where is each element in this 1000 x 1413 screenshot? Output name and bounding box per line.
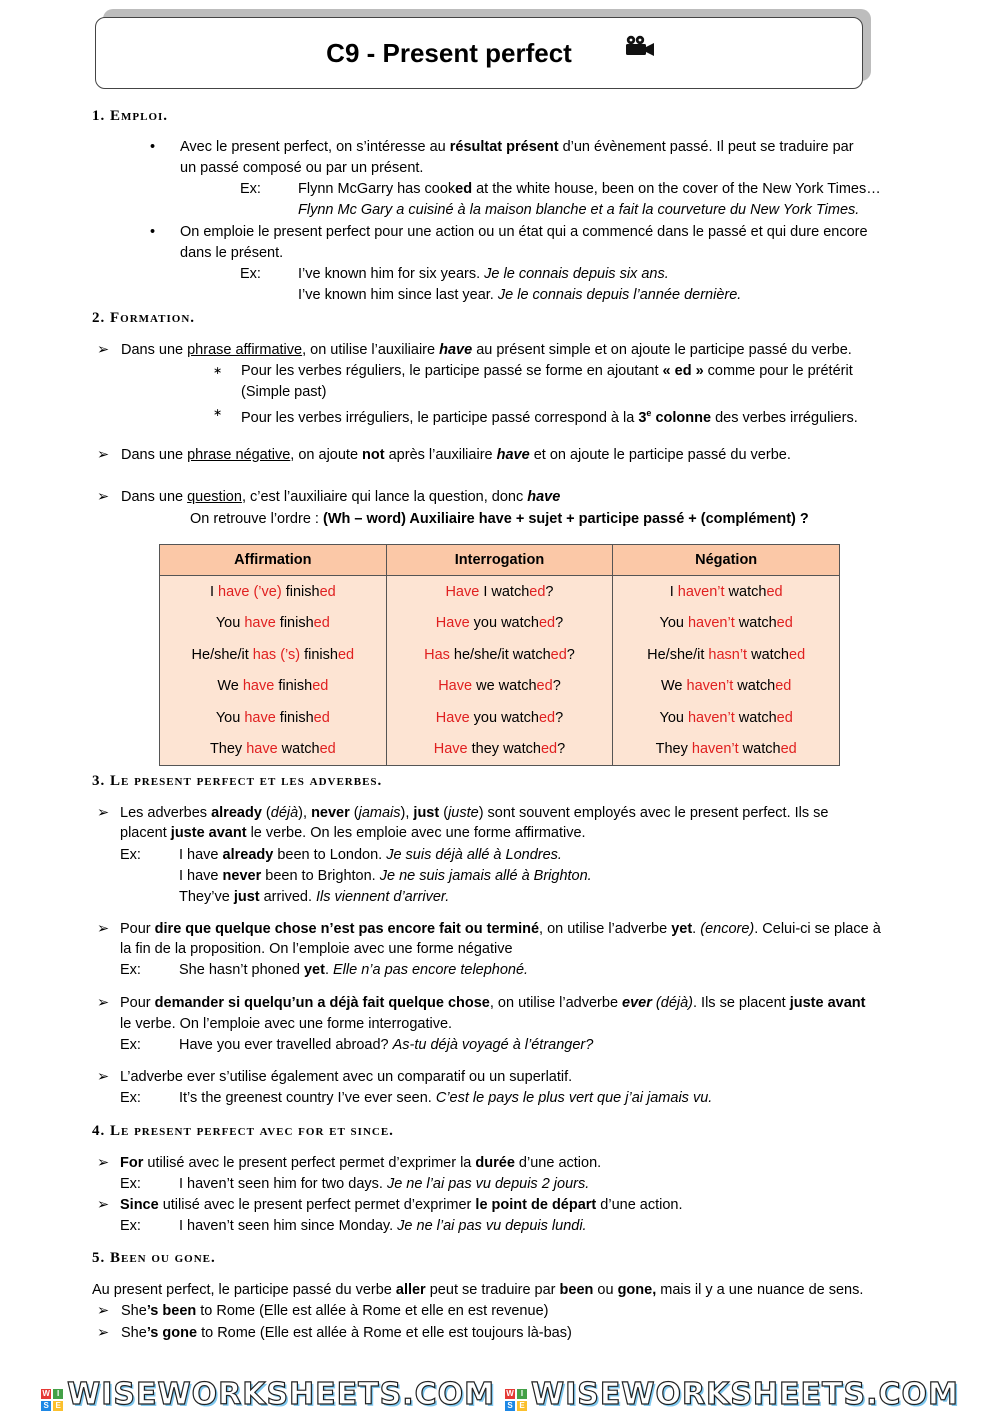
text-run: ( [261,805,271,821]
text-run: As-tu déjà voyagé à l’étranger? [392,1037,594,1053]
table-cell-run: We [217,678,243,695]
ex-label: Ex: [240,181,261,197]
table-cell-run: ed [538,709,556,726]
text-run: Je ne suis jamais allé à Brighton. [379,868,592,884]
text-run: I haven’t seen him since Monday. [179,1218,398,1234]
table-row [160,576,840,608]
adverbes-p1 [120,803,829,823]
text-run: to Rome (Elle est allée à Rome et elle en est revenue) [196,1303,549,1319]
adverbes-example-yet [179,960,528,980]
table-cell-run: ed [540,741,558,758]
table-cell-run: have [244,709,276,726]
table-cell-run: ed [319,741,336,758]
section-2-heading: 2. Formation. [92,310,196,326]
table-cell-run: finish [275,709,314,726]
text-run: been to London. [273,847,387,863]
table-cell-run: I [669,583,678,600]
text-run: just [233,889,260,905]
table-cell-run: finish [281,583,320,600]
table-cell-run: ed [766,583,783,600]
text-run: ), [298,805,312,821]
table-cell-run: I watch [479,583,530,600]
emploi-example-1-fr: Flynn Mc Gary a cuisiné à la maison blanche et a fait la courveture du New York Times. [298,202,860,218]
table-cell-rows [160,576,387,608]
emploi-example-1: Flynn McGarry has cooked at the white house, been on the cover of the New York Times… [298,181,881,197]
text-run: (encore) [700,921,755,937]
asterisk-bullet-icon: ∗ [213,365,223,377]
table-cell-run: have [246,741,278,758]
table-cell-run: watch [724,583,767,600]
table-cell-run: finish [274,678,313,695]
table-cell-run: They [209,741,247,758]
beengone-gone [121,1323,572,1343]
text-run: le point de départ [475,1197,597,1213]
text-run: Pour [120,921,155,937]
text-run: ( [439,805,449,821]
text-run: For [120,1155,144,1171]
table-cell-inter [386,671,613,703]
text-run: Pour [120,995,155,1011]
table-cell-run: ed [789,646,806,663]
table-cell-run: ed [775,678,792,695]
section-5-heading: 5. Been ou gone. [92,1250,216,1266]
arrow-bullet-icon: ➢ [97,489,110,505]
text-run: Have you ever travelled abroad? [179,1037,393,1053]
forsince-since-example [179,1216,587,1236]
text-run: placent [120,825,171,841]
adverbes-example-2 [179,866,592,886]
table-row [160,702,840,734]
table-cell-inter [386,702,613,734]
formation-regular-line2: (Simple past) [241,384,327,400]
table-cell-run: You [659,615,688,632]
ex-label: Ex: [120,847,141,863]
table-cell-run: watch [738,741,781,758]
adverbes-p2 [120,919,881,939]
section-1-heading: 1. Emploi. [92,108,169,124]
text-run: to Rome (Elle est allée à Rome et elle est toujours là-bas) [197,1325,572,1341]
table-cell-run: You [215,709,245,726]
table-cell-run: we watch [472,678,537,695]
text-run: juste [448,805,479,821]
text-run: Les adverbes [120,805,212,821]
table-cell-run: ed [313,615,330,632]
adverbes-example-1 [179,845,562,865]
formation-question: Dans une question, c’est l’auxiliaire qui lance la question, donc have [121,489,561,505]
text-run: juste avant [789,995,866,1011]
text-run: utilisé avec le present perfect permet d’exprimer la [143,1155,476,1171]
text-run: , on utilise l’adverbe [539,921,672,937]
table-header-negation: Négation [613,545,840,576]
table-cell-inter [386,734,613,766]
table-cell-run: I [209,583,218,600]
forsince-for-example [179,1174,589,1194]
table-header-interrogation: Interrogation [386,545,613,576]
text-run: . [692,921,701,937]
table-cell-run: watch [734,615,777,632]
text-run: Elle n’a pas encore telephoné. [333,962,529,978]
formation-negative: Dans une phrase négative, on ajoute not après l’auxiliaire have et on ajoute le participe passé du verbe. [121,447,791,463]
table-cell-run: watch [733,678,776,695]
table-cell-run: ? [552,678,561,695]
logo-squares: W I S E [41,1389,63,1411]
table-cell-inter [386,608,613,640]
table-cell-run: ? [557,741,566,758]
forsince-for [120,1153,601,1173]
text-run: never [222,868,262,884]
watermark-text: WISEWORKSHEETS.COM [531,1376,959,1412]
text-run: She [121,1325,147,1341]
formation-affirmative: Dans une phrase affirmative, on utilise l’auxiliaire have au présent simple et on ajoute le participe passé du verbe. [121,342,852,358]
bullet-icon: • [150,224,156,240]
footer-watermark [0,1375,1000,1413]
table-cell-run: you watch [469,709,539,726]
table-cell-run: haven’t [691,741,739,758]
text-run: , on utilise l’adverbe [489,995,623,1011]
table-cell-run: have [244,615,276,632]
wiseworksheets-logo[interactable] [505,1377,959,1412]
text-run: Since [120,1197,159,1213]
table-cell-neg [613,702,840,734]
text-run: been to Brighton. [261,868,380,884]
table-cell-run: ed [776,709,793,726]
bullet-icon: • [150,139,156,155]
table-row [160,639,840,671]
adverbes-p3 [120,993,865,1013]
text-run: Au present perfect, le participe passé du verbe [92,1282,396,1298]
text-run: ’s been [146,1303,197,1319]
adverbes-example-3 [179,887,449,907]
video-camera-icon [623,35,655,57]
table-cell-run: you watch [469,615,539,632]
text-run: d’une action. [596,1197,683,1213]
emploi-bullet-1-line2: un passé composé ou par un présent. [180,160,424,176]
table-cell-run: Have [435,709,470,726]
text-run: durée [475,1155,515,1171]
table-cell-run: ed [319,583,336,600]
table-cell-run: Has [424,646,450,663]
table-cell-run: haven’t [687,615,735,632]
table-cell-run: haven’t [686,678,734,695]
text-run: le verbe. On l’emploie avec une forme interrogative. [120,1016,453,1032]
beengone-intro [92,1280,863,1300]
text-run: ( [349,805,359,821]
text-run: yet [303,962,325,978]
text-run: gone, [617,1282,657,1298]
text-run: (déjà) [655,995,693,1011]
text-run: ) sont souvent employés avec le present perfect. Ils se [478,805,829,821]
table-cell-run: ? [545,583,554,600]
table-cell-run: watch [734,709,777,726]
table-cell-run: haven’t [677,583,725,600]
text-run: She hasn’t phoned [179,962,304,978]
table-cell-neg [613,608,840,640]
arrow-bullet-icon: ➢ [97,805,110,821]
formation-order: On retrouve l’ordre : (Wh – word) Auxiliaire have + sujet + participe passé + (complément) ? [190,511,809,527]
table-cell-run: He/she/it [191,646,253,663]
section-4-heading: 4. Le present perfect avec for et since. [92,1123,394,1139]
text-run: just [413,805,440,821]
adverbes-p4 [120,1067,572,1087]
text-run: ), [400,805,414,821]
table-cell-run: they watch [467,741,541,758]
table-cell-neg [613,576,840,608]
ex-label: Ex: [120,1037,141,1053]
table-header-affirmation: Affirmation [160,545,387,576]
table-cell-run: have [242,678,275,695]
text-run: yet [671,921,693,937]
table-row [160,671,840,703]
text-run: le verbe. On les emploie avec une forme affirmative. [246,825,586,841]
table-cell-run: ed [538,615,556,632]
text-run: Je ne l’ai pas vu depuis lundi. [397,1218,587,1234]
adverbes-p1-line2 [120,823,586,843]
table-cell-run: We [660,678,687,695]
table-cell-inter [386,639,613,671]
text-run: They’ve [179,889,234,905]
conjugation-table [159,544,840,766]
emploi-example-3: I’ve known him since last year. Je le connais depuis l’année dernière. [298,287,742,303]
table-cell-run: ? [555,615,564,632]
text-run: Je suis déjà allé à Londres. [386,847,562,863]
table-cell-run: he/she/it watch [449,646,551,663]
text-run: L’adverbe ever s’utilise également avec un comparatif ou un superlatif. [120,1069,573,1085]
text-run: ever [622,995,652,1011]
formation-regular: Pour les verbes réguliers, le participe passé se forme en ajoutant « ed » comme pour le prétérit [241,363,853,379]
table-cell-run: Have [445,583,480,600]
ex-label: Ex: [120,1176,141,1192]
arrow-bullet-icon: ➢ [97,1303,110,1319]
table-cell-run: ed [529,583,546,600]
emploi-bullet-1: Avec le present perfect, on s’intéresse au résultat présent d’un évènement passé. Il peut se traduire par [180,139,854,155]
emploi-bullet-2: On emploie le present perfect pour une action ou un état qui a commencé dans le passé et qui dure encore [180,224,868,240]
text-run: demander si quelqu’un a déjà fait quelque chose [154,995,490,1011]
table-cell-run: have (’ve) [218,583,282,600]
logo-squares: W I S E [505,1389,527,1411]
table-cell-run: You [215,615,245,632]
page-title: C9 - Present perfect [326,37,572,68]
table-cell-run: ed [312,678,329,695]
table-cell-run: ? [566,646,575,663]
arrow-bullet-icon: ➢ [97,1069,110,1085]
text-run: She [121,1303,147,1319]
adverbes-p3-line2 [120,1014,452,1034]
arrow-bullet-icon: ➢ [97,1197,110,1213]
text-run: . Ils se placent [693,995,790,1011]
table-cell-run: ed [313,709,330,726]
text-run: been [559,1282,594,1298]
arrow-bullet-icon: ➢ [97,995,110,1011]
text-run: . [324,962,333,978]
arrow-bullet-icon: ➢ [97,447,110,463]
text-run: never [311,805,350,821]
ex-label: Ex: [120,962,141,978]
table-cell-run: watch [277,741,320,758]
section-3-heading: 3. Le present perfect et les adverbes. [92,773,383,789]
wiseworksheets-logo[interactable] [41,1377,495,1412]
text-run: juste avant [170,825,247,841]
arrow-bullet-icon: ➢ [97,921,110,937]
table-cell-rows [160,608,387,640]
text-run: utilisé avec le present perfect permet d’exprimer [158,1197,476,1213]
text-run: I have [179,868,223,884]
adverbes-p2-line2 [120,939,513,959]
table-cell-run: He/she/it [647,646,709,663]
ex-label: Ex: [240,266,261,282]
table-cell-run: ed [550,646,567,663]
table-cell-run: finish [275,615,314,632]
table-cell-rows [160,671,387,703]
beengone-been [121,1301,548,1321]
ex-label: Ex: [120,1090,141,1106]
table-row [160,608,840,640]
table-cell-neg [613,671,840,703]
text-run: already [222,847,274,863]
text-run: ’s gone [146,1325,198,1341]
title-box [95,17,863,89]
text-run: . Celui-ci se place à [754,921,881,937]
table-cell-rows [160,702,387,734]
table-cell-inter [386,576,613,608]
text-run: already [211,805,262,821]
text-run: ou [593,1282,618,1298]
text-run: arrived. [259,889,317,905]
table-cell-run: Have [438,678,473,695]
emploi-bullet-2-line2: dans le présent. [180,245,284,261]
table-cell-rows [160,734,387,766]
text-run: I haven’t seen him for two days. [179,1176,387,1192]
text-run: C’est le pays le plus vert que j’ai jamais vu. [435,1090,713,1106]
text-run: dire que quelque chose n’est pas encore fait ou terminé [154,921,540,937]
table-cell-run: ed [536,678,553,695]
table-cell-neg [613,734,840,766]
table-cell-neg [613,639,840,671]
table-cell-run: They [655,741,692,758]
watermark-text: WISEWORKSHEETS.COM [67,1376,495,1412]
table-cell-run: ed [337,646,355,663]
table-cell-run: ed [780,741,797,758]
text-run: d’une action. [514,1155,602,1171]
text-run: I have [179,847,223,863]
text-run: mais il y a une nuance de sens. [656,1282,864,1298]
table-cell-run: haven’t [687,709,735,726]
arrow-bullet-icon: ➢ [97,1155,110,1171]
adverbes-example-superlative [179,1088,712,1108]
text-run: déjà [270,805,299,821]
text-run: peut se traduire par [425,1282,560,1298]
text-run: It’s the greenest country I’ve ever seen. [179,1090,436,1106]
table-cell-run: ? [555,709,564,726]
emploi-example-2: I’ve known him for six years. Je le connais depuis six ans. [298,266,669,282]
table-cell-run: You [659,709,688,726]
arrow-bullet-icon: ➢ [97,1325,110,1341]
ex-label: Ex: [120,1218,141,1234]
arrow-bullet-icon: ➢ [97,342,110,358]
text-run: Ils viennent d’arriver. [316,889,450,905]
text-run: jamais [358,805,401,821]
table-cell-run: watch [747,646,790,663]
forsince-since [120,1195,683,1215]
text-run: aller [395,1282,426,1298]
text-run: Je ne l’ai pas vu depuis 2 jours. [386,1176,590,1192]
table-cell-run: hasn’t [708,646,748,663]
table-cell-run: Have [435,615,470,632]
table-cell-rows [160,639,387,671]
table-cell-run: ed [776,615,793,632]
table-cell-run: finish [300,646,338,663]
asterisk-bullet-icon: ∗ [213,407,223,419]
formation-irregular: Pour les verbes irréguliers, le participe passé correspond à la 3e colonne des verbes irréguliers. [241,408,858,426]
table-cell-run: Have [433,741,468,758]
text-run: la fin de la proposition. On l’emploie avec une forme négative [120,941,513,957]
table-row [160,734,840,766]
table-cell-run: has (’s) [252,646,301,663]
adverbes-example-ever [179,1035,593,1055]
